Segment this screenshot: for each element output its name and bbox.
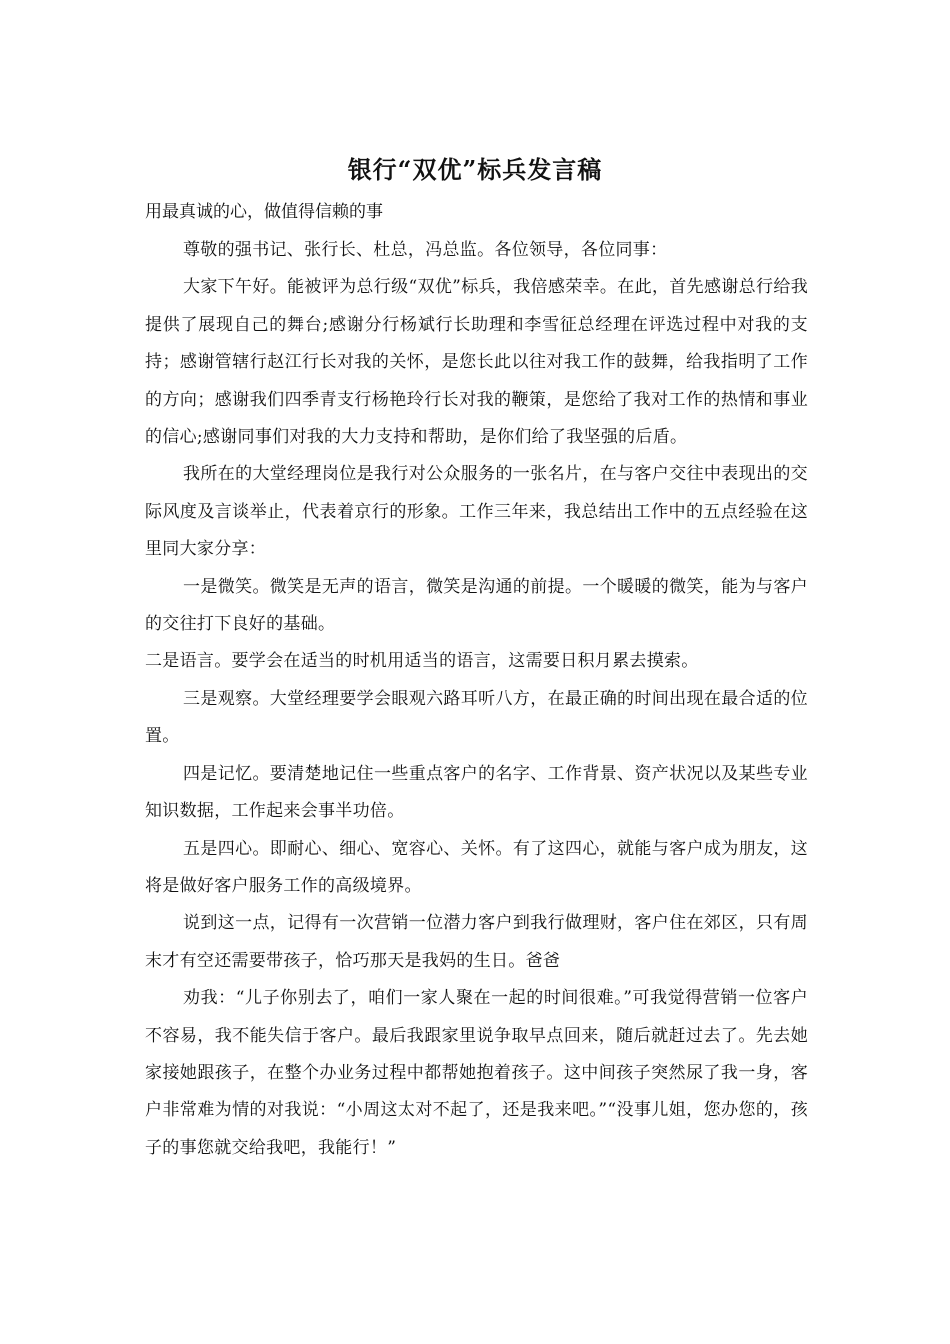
paragraph: 三是观察。大堂经理要学会眼观六路耳听八方，在最正确的时间出现在最合适的位置。	[145, 688, 808, 747]
paragraph: 我所在的大堂经理岗位是我行对公众服务的一张名片，在与客户交往中表现出的交际风度及言谈举止，代表着京行的形象。工作三年来，我总结出工作中的五点经验在这里同大家分享：	[145, 464, 808, 560]
paragraph: 四是记忆。要清楚地记住一些重点客户的名字、工作背景、资产状况以及某些专业知识数据，工作起来会事半功倍。	[145, 763, 808, 822]
paragraph: 一是微笑。微笑是无声的语言，微笑是沟通的前提。一个暖暖的微笑，能为与客户的交往打下良好的基础。	[145, 576, 808, 635]
paragraph: 二是语言。要学会在适当的时机用适当的语言，这需要日积月累去摸索。	[145, 651, 699, 672]
paragraph: 劝我：“儿子你别去了，咱们一家人聚在一起的时间很难。”可我觉得营销一位客户不容易，我不能失信于客户。最后我跟家里说争取早点回来，随后就赶过去了。先去她家接她跟孩子，在整个办业务过程中都帮她抱着孩子。这中间孩子突然尿了我一身，客户非常难为情的对我说：“小周这太对不起了，还是我来吧。”“没事儿姐，您办您的，孩子的事您就交给我吧，我能行！”	[145, 988, 808, 1158]
paragraph: 五是四心。即耐心、细心、宽容心、关怀。有了这四心，就能与客户成为朋友，这将是做好客户服务工作的高级境界。	[145, 838, 808, 896]
paragraph: 说到这一点，记得有一次营销一位潜力客户到我行做理财，客户住在郊区，只有周末才有空还需要带孩子，恰巧那天是我妈的生日。爸爸	[145, 913, 808, 971]
document-subtitle: 用最真诚的心，做值得信赖的事	[145, 202, 383, 222]
paragraph: 尊敬的强书记、张行长、杜总，冯总监。各位领导，各位同事：	[183, 240, 668, 260]
document-body	[145, 232, 808, 1167]
paragraph: 大家下午好。能被评为总行级“双优”标兵，我倍感荣幸。在此，首先感谢总行给我提供了展现自己的舞台;感谢分行杨斌行长助理和李雪征总经理在评选过程中对我的支持；感谢管辖行赵江行长对我的关怀，是您长此以往对我工作的鼓舞，给我指明了工作的方向；感谢我们四季青支行杨艳玲行长对我的鞭策，是您给了我对工作的热情和事业的信心;感谢同事们对我的大力支持和帮助，是你们给了我坚强的后盾。	[145, 277, 808, 448]
document-title: 银行“双优”标兵发言稿	[347, 155, 603, 184]
